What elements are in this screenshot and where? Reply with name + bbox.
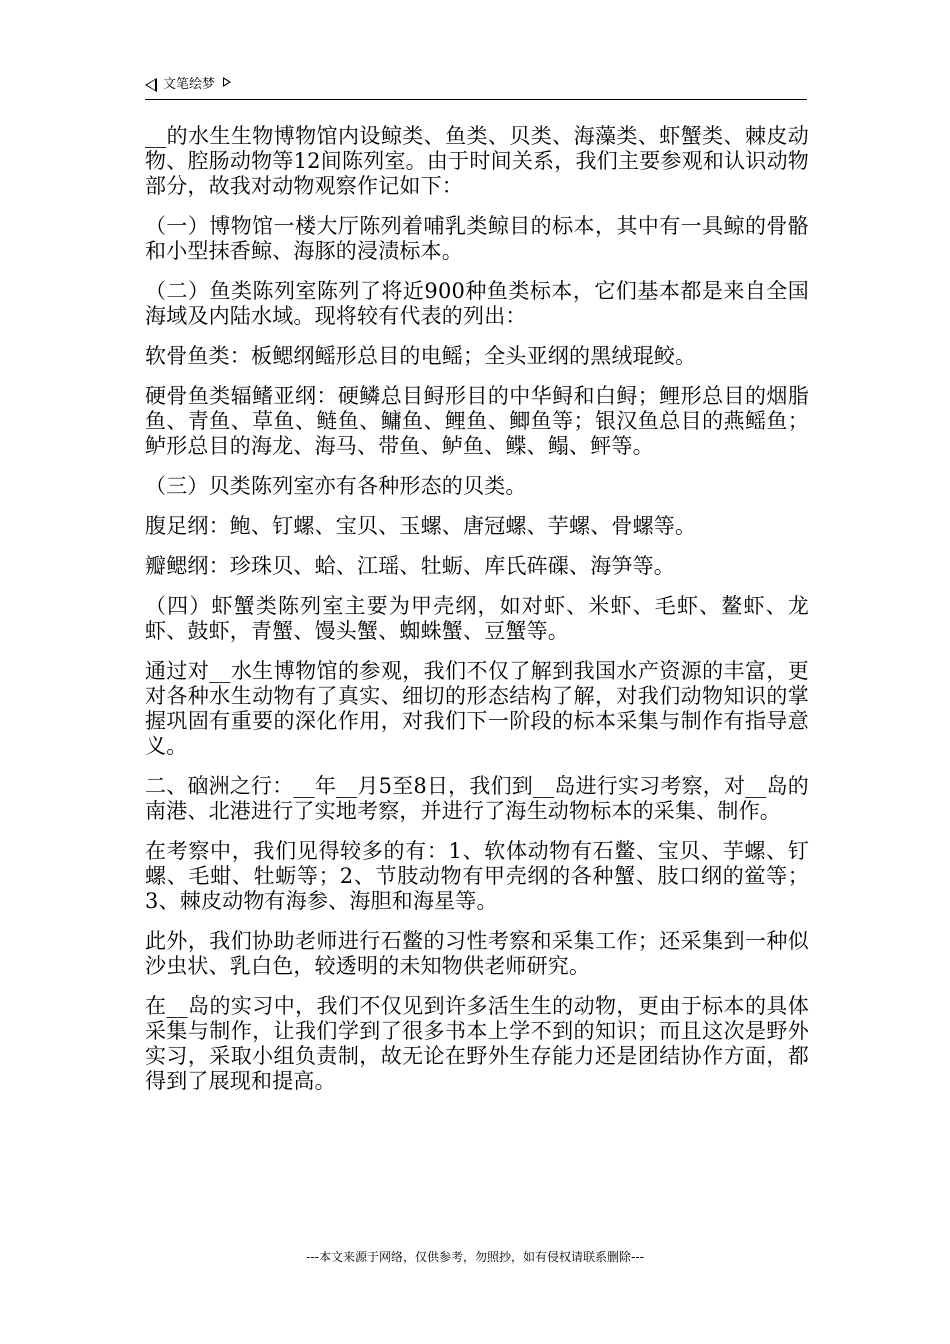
header-logo-text: 文笔绘梦: [163, 77, 216, 92]
paragraph: 此外，我们协助老师进行石鳖的习性考察和采集工作；还采集到一种似沙虫状、乳白色，较透明的未知物供老师研究。: [145, 929, 809, 978]
document-body: [145, 124, 809, 1109]
paragraph: 通过对__水生博物馆的参观，我们不仅了解到我国水产资源的丰富，更对各种水生动物有了真实、细切的形态结构了解，对我们动物知识的掌握巩固有重要的深化作用，对我们下一阶段的标本采集与制作有指导意义。: [145, 659, 809, 758]
page-header: [145, 75, 807, 100]
paragraph: （四）虾蟹类陈列室主要为甲壳纲，如对虾、米虾、毛虾、鳌虾、龙虾、鼓虾，青蟹、馒头蟹、蜘蛛蟹、豆蟹等。: [145, 594, 809, 643]
footer-notice: ---本文来源于网络，仅供参考，勿照抄，如有侵权请联系删除---: [306, 1250, 644, 1264]
paragraph: （三）贝类陈列室亦有各种形态的贝类。: [145, 474, 527, 498]
paragraph: 腹足纲：鲍、钉螺、宝贝、玉螺、唐冠螺、芋螺、骨螺等。: [145, 514, 697, 538]
paragraph: __的水生生物博物馆内设鲸类、鱼类、贝类、海藻类、虾蟹类、棘皮动物、腔肠动物等12间陈列室。由于时间关系，我们主要参观和认识动物部分，故我对动物观察作记如下：: [145, 124, 809, 198]
header-logo: [145, 75, 231, 95]
paragraph: （二）鱼类陈列室陈列了将近900种鱼类标本，它们基本都是来自全国海域及内陆水域。现将较有代表的列出：: [145, 279, 809, 328]
triangle-right-icon: [223, 77, 231, 87]
paragraph: 软骨鱼类：板鳃纲鳐形总目的电鳐；全头亚纲的黑绒琨鲛。: [145, 344, 697, 368]
triangle-left-icon: [145, 78, 157, 92]
paragraph: （一）博物馆一楼大厅陈列着哺乳类鲸目的标本，其中有一具鲸的骨骼和小型抹香鲸、海豚的浸渍标本。: [145, 214, 809, 263]
paragraph: 在__岛的实习中，我们不仅见到许多活生生的动物，更由于标本的具体采集与制作，让我们学到了很多书本上学不到的知识；而且这次是野外实习，采取小组负责制，故无论在野外生存能力还是团结协作方面，都得到了展现和提高。: [145, 994, 809, 1093]
paragraph: 在考察中，我们见得较多的有：1、软体动物有石鳖、宝贝、芋螺、钉螺、毛蚶、牡蛎等；2、节肢动物有甲壳纲的各种蟹、肢口纲的鲎等；3、棘皮动物有海参、海胆和海星等。: [145, 839, 809, 913]
paragraph: 二、硇洲之行：__年__月5至8日，我们到__岛进行实习考察，对__岛的南港、北港进行了实地考察，并进行了海生动物标本的采集、制作。: [145, 774, 809, 823]
paragraph: 瓣鳃纲：珍珠贝、蛤、江瑶、牡蛎、库氏砗磲、海笋等。: [145, 554, 675, 578]
paragraph: 硬骨鱼类辐鳍亚纲：硬鳞总目鲟形目的中华鲟和白鲟；鲤形总目的烟脂鱼、青鱼、草鱼、鲢鱼、鳙鱼、鲤鱼、鲫鱼等；银汉鱼总目的燕鳐鱼；鲈形总目的海龙、海马、带鱼、鲈鱼、鲽、鳎、鲆等。: [145, 384, 809, 458]
